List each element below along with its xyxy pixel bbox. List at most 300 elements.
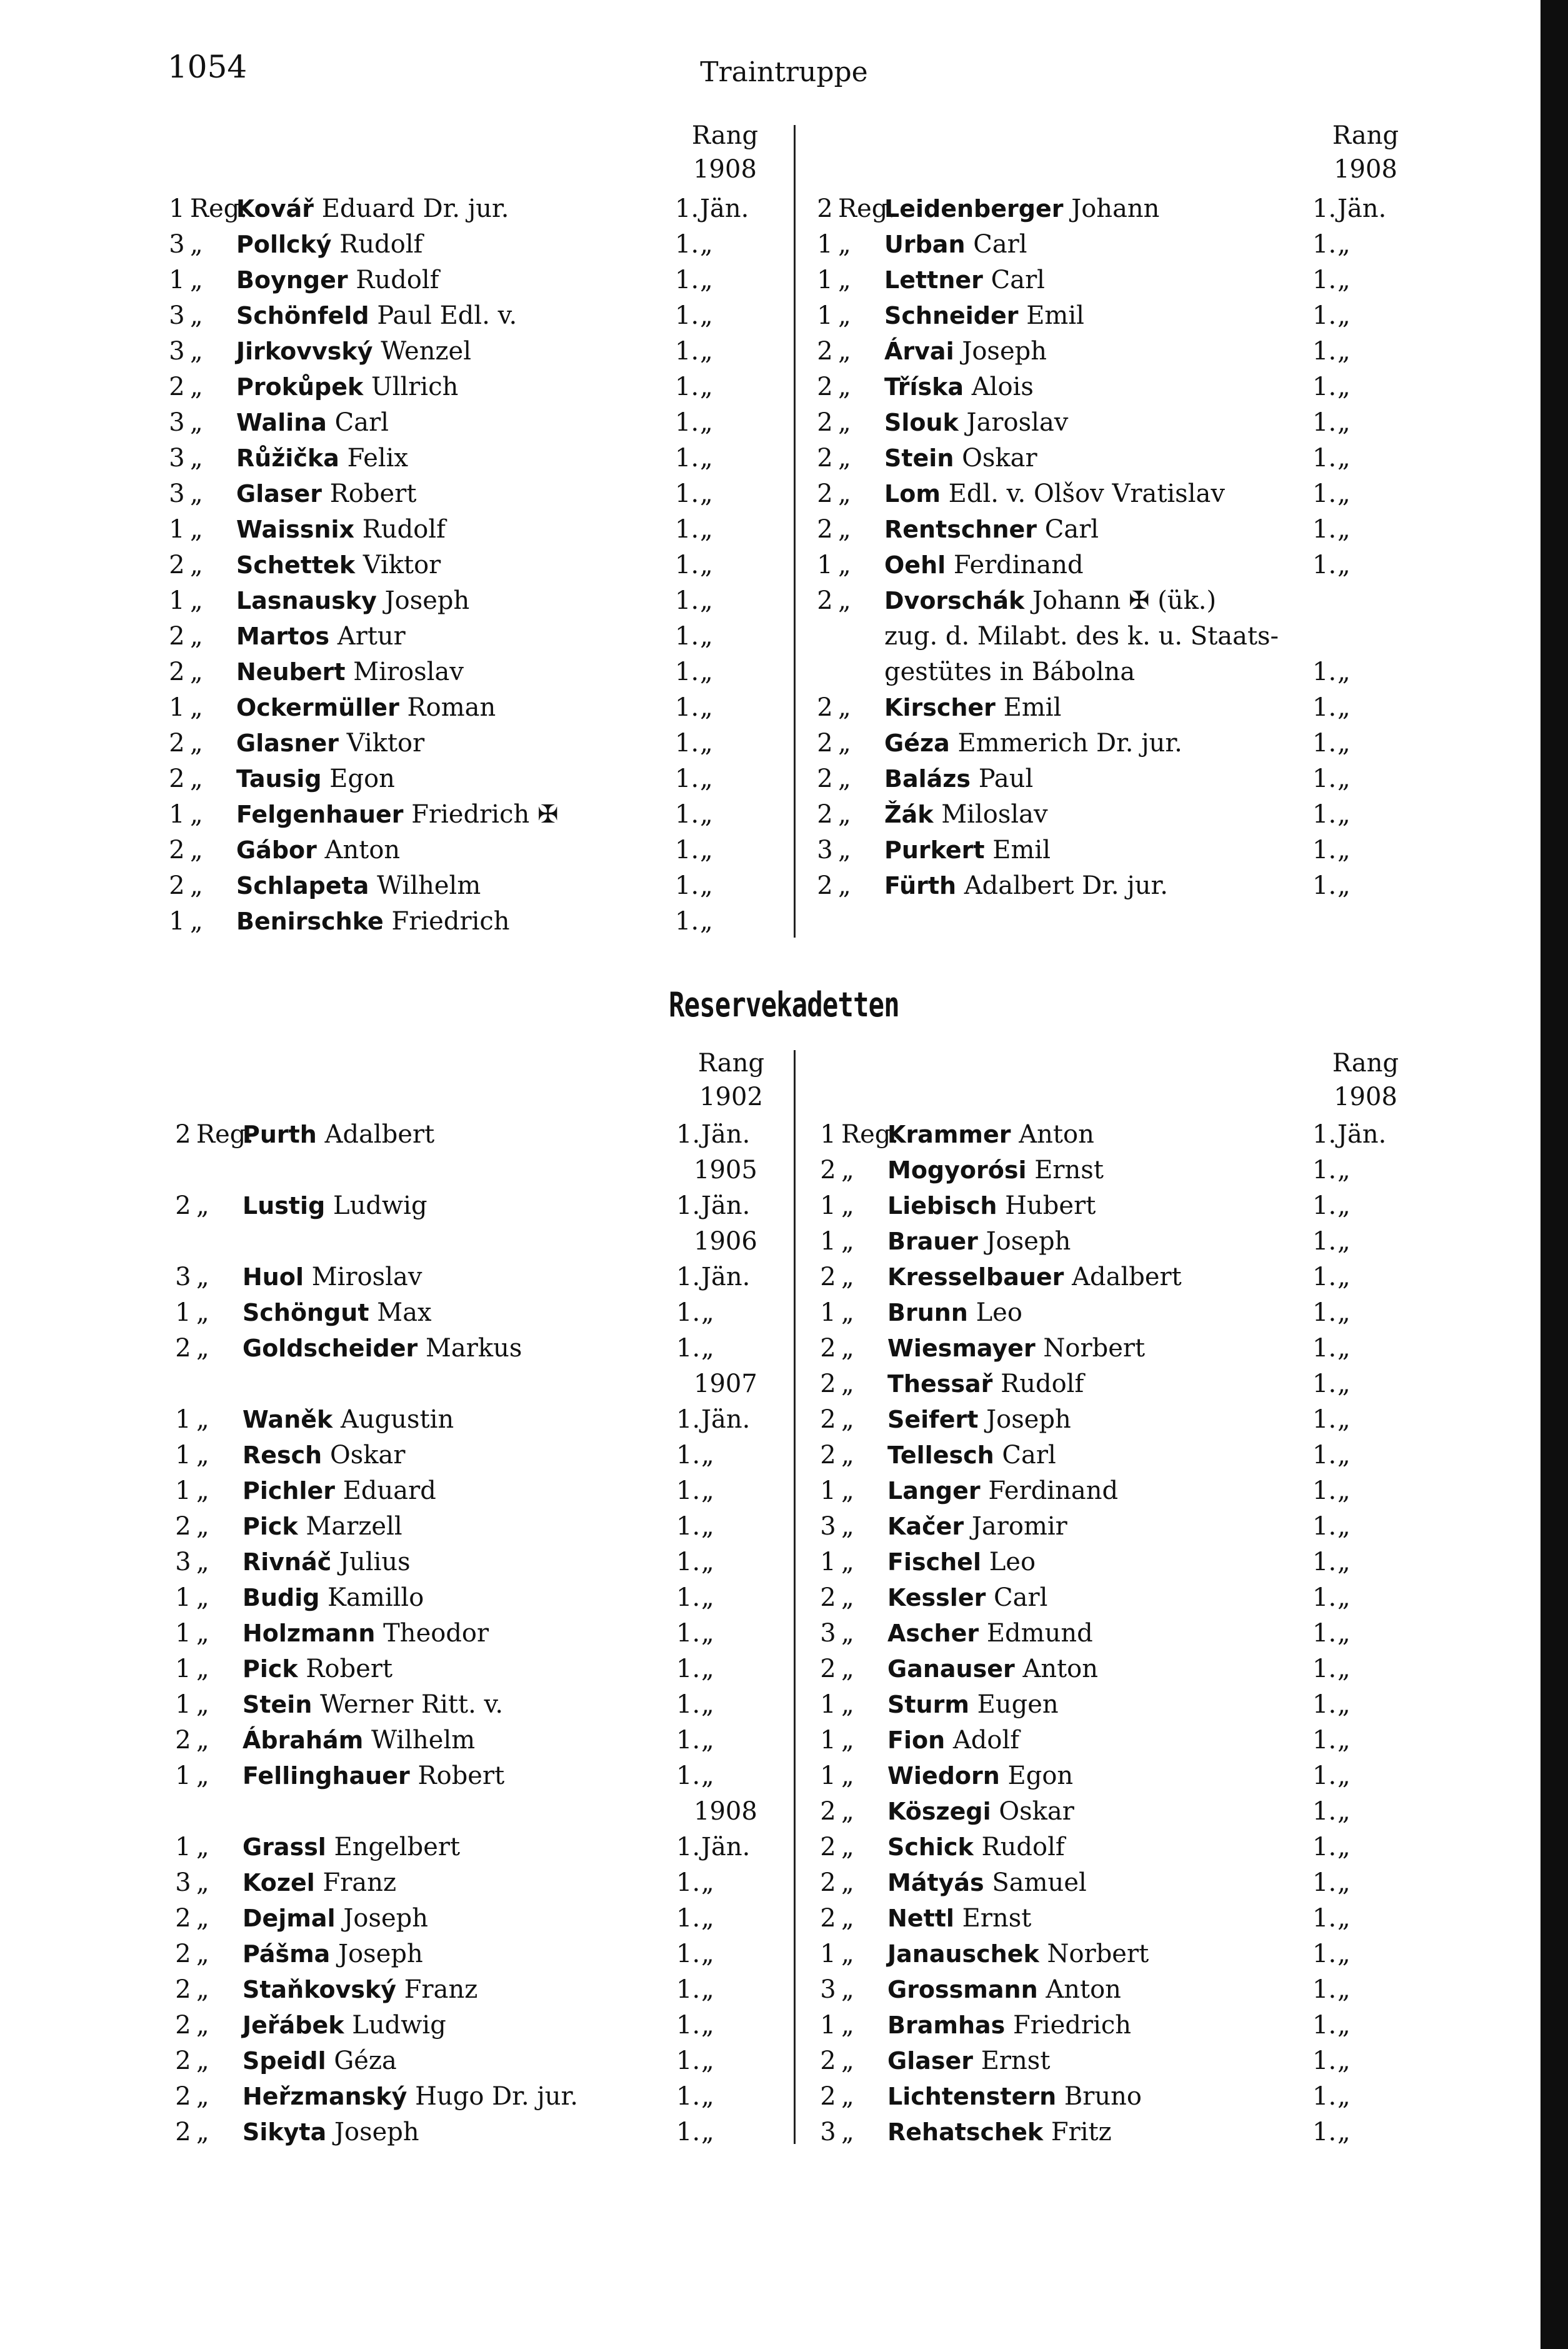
given-name: Carl [991,266,1045,294]
table-row [167,797,775,833]
rank-day: 1. [1312,1405,1337,1434]
person-name [242,2115,419,2150]
person-name [242,2008,446,2043]
person-name [242,1117,434,1153]
regiment-label: „ [196,2082,209,2111]
given-name: Carl [973,230,1027,259]
given-name: Joseph [986,1405,1071,1434]
given-name: Paul [978,764,1034,793]
regiment-label: „ [838,479,851,508]
table-row [816,263,1412,298]
surname: Ábrahám [242,1726,364,1754]
given-name: Jaroslav [966,408,1069,437]
rank-date: „ [1337,1227,1351,1256]
given-name: Joseph [962,337,1047,366]
regiment-label: „ [838,444,851,473]
surname: Fion [887,1726,946,1754]
rank-date: „ [1337,1548,1351,1576]
regiment-number: 3 [169,408,185,437]
person-name [242,1295,432,1331]
person-name [884,654,1135,690]
regiment-label: „ [841,1476,854,1505]
rank-day: 1. [676,1263,701,1291]
rank-day: 1. [1312,1191,1337,1220]
table-row [174,1473,776,1509]
surname: Ganauser [887,1655,1015,1683]
surname: Speidl [242,2047,326,2075]
rank-day: 1. [676,1583,701,1612]
regiment-number: 2 [175,2118,191,2146]
person-name [884,619,1279,654]
surname: Stein [884,444,954,472]
regiment-number: 1 [175,1690,191,1719]
regiment-number: 3 [820,1975,836,2004]
rank-date: „ [701,1512,714,1541]
rank-day: 1. [1312,1227,1337,1256]
rank-date: „ [1337,551,1351,579]
regiment-number: 2 [175,1512,191,1541]
person-name [236,548,441,583]
rang-year: 1908 [1334,1083,1397,1111]
table-row [816,761,1412,797]
given-name: Artur [337,622,406,651]
regiment-label: „ [841,1940,854,1968]
rank-date: „ [700,622,713,651]
person-name [887,1830,1065,1865]
rank-date: „ [701,2118,714,2146]
regiment-label: „ [838,230,851,259]
regiment-label: „ [838,337,851,366]
table-row [167,512,775,548]
rank-date: „ [701,1619,714,1648]
surname: Staňkovský [242,1976,397,2003]
surname: Pick [242,1655,298,1683]
surname: Fürth [884,872,957,899]
table-row [816,227,1412,263]
person-name [887,1295,1022,1331]
rank-day: 1. [676,1904,701,1933]
person-name [887,1402,1071,1438]
table-row [819,1295,1412,1331]
regiment-number: 2 [820,1583,836,1612]
rank-date: „ [1337,1334,1351,1363]
rank-day: 1. [1312,1334,1337,1363]
table-row [167,904,775,939]
regiment-label: „ [190,764,203,793]
surname: Kozel [242,1869,315,1896]
rank-date: „ [700,230,713,259]
given-name: Wenzel [381,337,472,366]
person-name [884,263,1045,298]
person-name [242,1758,504,1794]
rank-date: „ [701,1761,714,1790]
rank-day: 1. [676,1726,701,1755]
table-row [816,298,1412,334]
rank-date: Jän. [700,194,749,223]
surname: Tausig [236,765,322,793]
surname: Schöngut [242,1299,369,1326]
given-name: Ferdinand [953,551,1084,579]
surname: Benirschke [236,908,384,935]
surname: Rehatschek [887,2118,1044,2146]
surname: Brauer [887,1228,978,1255]
surname: Kessler [887,1584,986,1611]
rank-date: „ [700,408,713,437]
person-name [242,1509,402,1545]
rank-date: „ [700,764,713,793]
rank-date: „ [700,337,713,366]
given-name: Alois [971,373,1034,401]
table-row [819,1580,1412,1616]
table-row [167,263,775,298]
rank-day: 1. [1312,764,1337,793]
regiment-label: Reg. [841,1120,899,1149]
regiment-number: 1 [175,1405,191,1434]
rank-date: „ [701,1726,714,1755]
surname: Žák [884,801,934,828]
given-name: Marzell [306,1512,402,1541]
surname: Jeřábek [242,2011,344,2039]
person-name [236,512,446,548]
person-name [884,726,1182,761]
rank-day: 1. [675,836,699,864]
rank-date: „ [1337,1512,1351,1541]
rank-date: „ [700,551,713,579]
surname: Dejmal [242,1905,336,1932]
given-name: Rudolf [981,1833,1065,1861]
rank-date: „ [1337,1797,1351,1826]
rank-date: „ [1337,2046,1351,2075]
regiment-number: 1 [175,1619,191,1648]
regiment-label: „ [841,1370,854,1398]
rank-date: Jän. [1337,1120,1387,1149]
regiment-label: „ [841,1512,854,1541]
regiment-number: 2 [820,1797,836,1826]
regiment-label: „ [838,693,851,722]
person-name [236,227,422,263]
given-name: Kamillo [327,1583,424,1612]
table-row [174,1972,776,2008]
given-name: Fritz [1051,2118,1112,2146]
regiment-number: 3 [169,337,185,366]
surname: Géza [884,729,950,757]
officers-left-rang-header [666,119,784,186]
given-name: Joseph [986,1227,1071,1256]
surname: Sikyta [242,2118,327,2146]
person-name [887,1901,1031,1936]
surname: Glaser [887,2047,973,2075]
person-name [236,761,395,797]
given-name: Rudolf [1001,1370,1084,1398]
surname: Lustig [242,1192,326,1220]
regiment-label: „ [196,1868,209,1897]
surname: Schneider [884,302,1019,329]
given-name: Carl [1044,515,1099,544]
regiment-label: „ [838,871,851,900]
surname: Tříska [884,373,964,401]
regiment-number: 2 [169,836,185,864]
given-name: Ernst [962,1904,1032,1933]
given-name: Franz [322,1868,397,1897]
rank-day: 1. [1312,1298,1337,1327]
table-row [167,868,775,904]
given-name: Friedrich [1012,2011,1132,2040]
table-row [819,1723,1412,1758]
table-row [174,1616,776,1651]
surname: Glasner [236,729,339,757]
regiment-number: 1 [820,1298,836,1327]
rank-day: 1. [676,1655,701,1683]
regiment-label: „ [196,1619,209,1648]
regiment-label: „ [838,586,851,615]
table-row [174,1723,776,1758]
rank-day: 1. [675,444,699,473]
given-name: Hugo Dr. jur. [415,2082,578,2111]
given-name: Leo [976,1298,1022,1327]
table-row [819,1188,1412,1224]
rank-date: „ [1337,1156,1351,1185]
table-row [819,2043,1412,2079]
rank-date: „ [701,1940,714,1968]
cadets-left-rang-header [672,1046,791,1114]
regiment-label: „ [196,1690,209,1719]
given-name: Viktor [362,551,441,579]
rank-day: 1. [675,230,699,259]
person-name [887,1616,1093,1651]
regiment-number: 2 [175,2011,191,2040]
rank-day: 1. [1312,301,1337,330]
given-name: Anton [324,836,401,864]
regiment-number: 1 [175,1441,191,1470]
surname: Pollcký [236,231,332,258]
regiment-number: 2 [820,1904,836,1933]
surname: Köszegi [887,1798,991,1825]
regiment-label: „ [190,551,203,579]
regiment-label: „ [841,1441,854,1470]
table-row [167,726,775,761]
person-name [236,619,406,654]
rank-day: 1. [676,2118,701,2146]
rank-day: 1. [676,2082,701,2111]
person-name [887,2008,1131,2043]
rank-date: „ [1337,373,1351,401]
table-row [174,1438,776,1473]
regiment-label: „ [841,1655,854,1683]
given-name: Leo [989,1548,1036,1576]
regiment-number: 3 [820,1512,836,1541]
surname: Seifert [887,1406,979,1433]
regiment-number: 2 [169,373,185,401]
regiment-number: 2 [817,194,833,223]
surname: Huol [242,1263,304,1291]
surname: Purkert [884,836,985,864]
table-row [816,369,1412,405]
regiment-number: 1 [169,515,185,544]
surname: Bramhas [887,2011,1006,2039]
rank-date: „ [1337,1263,1351,1291]
regiment-number: 2 [817,871,833,900]
surname: Walina [236,409,327,436]
surname: Schick [887,1833,974,1861]
table-row [174,1580,776,1616]
table-row [816,868,1412,904]
person-name [887,1473,1118,1509]
regiment-label: „ [196,2046,209,2075]
table-row [816,583,1412,619]
regiment-number: 2 [817,693,833,722]
table-row [174,1687,776,1723]
rank-date: „ [1337,871,1351,900]
surname: Leidenberger [884,195,1064,223]
table-row [167,583,775,619]
table-row [816,191,1412,227]
table-row [174,1830,776,1865]
rank-day: 1. [675,729,699,758]
given-name: Eduard Dr. jur. [321,194,509,223]
regiment-label: „ [838,266,851,294]
regiment-label: „ [190,515,203,544]
given-name: Theodor [383,1619,489,1648]
rank-day: 1. [675,800,699,829]
surname: Wiedorn [887,1762,1000,1790]
rank-day: 1. [1312,1761,1337,1790]
rank-date: „ [701,1298,714,1327]
rank-date: „ [1337,408,1351,437]
cadets-right-rang-header [1306,1046,1425,1114]
year-subheading: 1907 [694,1370,757,1398]
table-row [174,2043,776,2079]
regiment-label: „ [838,408,851,437]
given-name: Emil [992,836,1051,864]
surname: Kirscher [884,694,996,721]
regiment-label: „ [841,1797,854,1826]
table-row [174,1865,776,1901]
regiment-label: „ [196,1405,209,1434]
rank-day: 1. [676,1690,701,1719]
surname: Balázs [884,765,971,793]
person-name [884,298,1084,334]
rang-label: Rang [697,1049,765,1078]
surname: Stein [242,1691,312,1718]
regiment-label: „ [196,1833,209,1861]
rank-day: 1. [676,1476,701,1505]
person-name [236,369,458,405]
regiment-label: „ [196,1191,209,1220]
rank-date: „ [1337,729,1351,758]
surname: Thessař [887,1370,993,1398]
table-row [167,405,775,441]
person-name [236,476,416,512]
rank-day: 1. [676,1975,701,2004]
rank-date: „ [1337,1405,1351,1434]
regiment-label: „ [190,871,203,900]
given-name: Edl. v. Olšov Vratislav [948,479,1225,508]
regiment-number: 2 [820,1868,836,1897]
surname: Slouk [884,409,959,436]
rank-day: 1. [675,266,699,294]
rank-date: „ [700,373,713,401]
given-name: Géza [334,2046,397,2075]
regiment-label: „ [841,1583,854,1612]
table-row [167,833,775,868]
regiment-number: 3 [169,444,185,473]
table-row [816,833,1412,868]
rank-day: 1. [1312,1655,1337,1683]
table-row [174,1402,776,1438]
regiment-label: „ [190,373,203,401]
rank-day: 1. [1312,836,1337,864]
given-name: Ludwig [352,2011,446,2040]
table-row [819,1224,1412,1260]
surname: Tellesch [887,1441,994,1469]
table-row [816,797,1412,833]
regiment-label: „ [190,266,203,294]
person-name [884,833,1051,868]
regiment-label: „ [196,1761,209,1790]
regiment-number: 1 [820,1548,836,1576]
regiment-label: „ [841,1263,854,1291]
table-row [174,1331,776,1366]
given-name: Edmund [986,1619,1093,1648]
surname: Felgenhauer [236,801,404,828]
regiment-number: 3 [817,836,833,864]
person-name [884,548,1084,583]
rang-year: 1908 [1334,155,1397,184]
regiment-number: 2 [817,337,833,366]
person-name [887,1509,1067,1545]
person-name [236,334,471,369]
rank-day: 1. [675,622,699,651]
rank-date: „ [1337,1940,1351,1968]
given-name: Hubert [1005,1191,1096,1220]
given-name: zug. d. Milabt. des k. u. Staats- [884,622,1279,651]
officers-right-rang-header [1306,119,1425,186]
regiment-label: „ [190,693,203,722]
person-name [242,1580,424,1616]
person-name [884,797,1048,833]
table-row [174,2115,776,2150]
given-name: Joseph [334,2118,419,2146]
regiment-number: 2 [817,515,833,544]
person-name [887,1580,1047,1616]
regiment-number: 1 [817,301,833,330]
table-row [819,1545,1412,1580]
regiment-label: „ [841,1298,854,1327]
surname: Martos [236,623,330,650]
rank-day: 1. [1312,408,1337,437]
given-name: Anton [1019,1120,1094,1149]
table-row [816,619,1412,654]
rank-date: „ [1337,2011,1351,2040]
regiment-number: 1 [817,230,833,259]
given-name: Oskar [962,444,1037,473]
rank-date: „ [701,1441,714,1470]
rank-day: 1. [1312,230,1337,259]
regiment-number: 2 [169,764,185,793]
regiment-label: „ [841,2082,854,2111]
rank-date: „ [700,658,713,686]
regiment-number: 1 [820,1761,836,1790]
person-name [887,2115,1112,2150]
regiment-number: 1 [175,1833,191,1861]
regiment-label: „ [190,230,203,259]
person-name [887,1545,1036,1580]
person-name [242,1901,428,1936]
surname: Lasnausky [236,587,377,614]
surname: Jirkovvský [236,338,373,365]
regiment-label: „ [196,1548,209,1576]
surname: Lom [884,480,941,508]
